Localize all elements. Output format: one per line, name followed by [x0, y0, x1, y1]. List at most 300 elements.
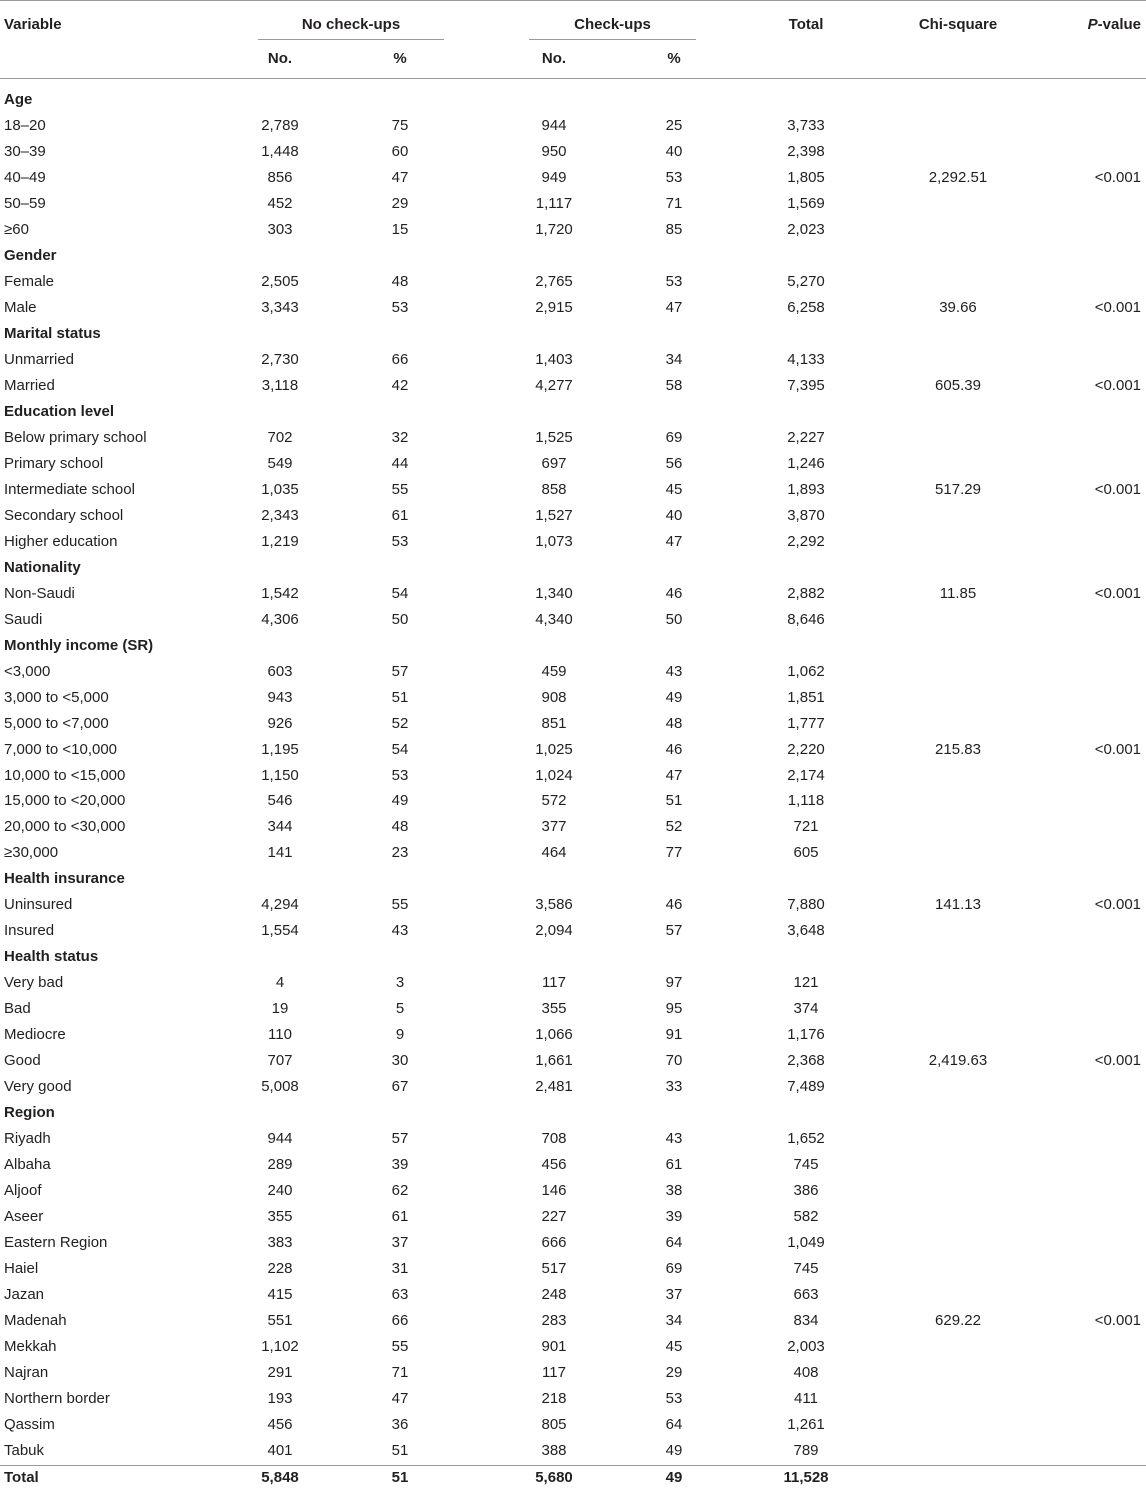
- cell-t: 2,398: [787, 142, 825, 160]
- cell-v: Insured: [4, 922, 55, 940]
- cell-p2: 40: [665, 142, 683, 160]
- cell-p2: 69: [665, 428, 683, 446]
- cell-n2: 1,720: [535, 220, 573, 238]
- category-row: [0, 244, 1146, 268]
- cell-n2: 146: [541, 1182, 567, 1200]
- table-row: [0, 166, 1146, 190]
- cell-n2: 377: [541, 818, 567, 836]
- table-row: [0, 1075, 1146, 1099]
- cell-n2: 950: [541, 142, 567, 160]
- cell-p1: 63: [391, 1286, 409, 1304]
- cell-v: ≥30,000: [4, 844, 59, 862]
- cell-t: 2,368: [787, 1052, 825, 1070]
- cell-p2: 46: [665, 584, 683, 602]
- cell-p1: 61: [391, 506, 409, 524]
- cell-n1: 2,789: [261, 116, 299, 134]
- table-header: [0, 0, 1146, 79]
- cell-p2: 37: [665, 1286, 683, 1304]
- cell-t: 2,174: [787, 766, 825, 784]
- cell-t: 2,023: [787, 220, 825, 238]
- cell-p1: 5: [395, 1000, 405, 1018]
- cell-n1: 2,730: [261, 350, 299, 368]
- cell-n1: 856: [267, 168, 293, 186]
- table-row: [0, 114, 1146, 138]
- cell-p2: 45: [665, 480, 683, 498]
- table-row: [0, 1361, 1146, 1385]
- cell-p2: 77: [665, 844, 683, 862]
- header-checkups: Check-ups: [574, 16, 651, 33]
- cell-t: 7,880: [787, 896, 825, 914]
- table-row: [0, 841, 1146, 865]
- cell-n1: 603: [267, 662, 293, 680]
- cell-pv: <0.001: [1094, 896, 1141, 914]
- cell-p2: 49: [665, 688, 683, 706]
- cell-n2: 2,094: [535, 922, 573, 940]
- cell-p1: 47: [391, 168, 409, 186]
- cell-n2: 901: [541, 1338, 567, 1356]
- cell-n1: 707: [267, 1052, 293, 1070]
- cell-v: Female: [4, 272, 55, 290]
- cell-n2: 1,025: [535, 740, 573, 758]
- cell-v: Albaha: [4, 1156, 51, 1174]
- category-row: [0, 88, 1146, 112]
- cell-chi: 517.29: [935, 480, 981, 498]
- cell-t: 2,003: [787, 1338, 825, 1356]
- cell-p2: 33: [665, 1078, 683, 1096]
- cell-n1: 452: [267, 194, 293, 212]
- cell-pv: <0.001: [1094, 298, 1141, 316]
- cell-t: 4,133: [787, 350, 825, 368]
- cell-t: 6,258: [787, 298, 825, 316]
- cell-p2: 91: [665, 1026, 683, 1044]
- cell-n1: 5,008: [261, 1078, 299, 1096]
- cell-n2: 1,066: [535, 1026, 573, 1044]
- header-no-checkups: No check-ups: [301, 16, 401, 33]
- table-row: [0, 140, 1146, 164]
- cell-n2: 2,481: [535, 1078, 573, 1096]
- cell-v: 20,000 to <30,000: [4, 818, 126, 836]
- cell-n1: 1,195: [261, 740, 299, 758]
- cell-v: Gender: [4, 246, 57, 264]
- cell-n1: 401: [267, 1442, 293, 1460]
- cell-p1: 15: [391, 220, 409, 238]
- cell-t: 1,049: [787, 1234, 825, 1252]
- cell-t: 2,227: [787, 428, 825, 446]
- cell-v: Region: [4, 1104, 55, 1122]
- cell-chi: 141.13: [935, 896, 981, 914]
- cell-pv: <0.001: [1094, 480, 1141, 498]
- cell-p2: 53: [665, 168, 683, 186]
- cell-n1: 3,118: [261, 376, 299, 394]
- cell-p1: 60: [391, 142, 409, 160]
- header-p-value-italic: P: [1087, 16, 1098, 33]
- cell-v: Good: [4, 1052, 41, 1070]
- table-row: [0, 686, 1146, 710]
- cell-v: 15,000 to <20,000: [4, 792, 126, 810]
- cell-p1: 54: [391, 740, 409, 758]
- cell-p1: 53: [391, 298, 409, 316]
- cell-p1: 39: [391, 1156, 409, 1174]
- cell-n2: 1,403: [535, 350, 573, 368]
- cell-chi: 2,419.63: [928, 1052, 988, 1070]
- cell-t: 721: [793, 818, 819, 836]
- table-row: [0, 270, 1146, 294]
- cell-v: Saudi: [4, 610, 43, 628]
- cell-v: 18–20: [4, 116, 46, 134]
- cell-n2: 218: [541, 1390, 567, 1408]
- cell-t: 5,270: [787, 272, 825, 290]
- cell-p1: 66: [391, 1312, 409, 1330]
- cell-v: Uninsured: [4, 896, 73, 914]
- cell-t: 1,805: [787, 168, 825, 186]
- cell-n1: 549: [267, 454, 293, 472]
- cell-n2: 1,525: [535, 428, 573, 446]
- cell-v: 40–49: [4, 168, 46, 186]
- cell-n1: 456: [267, 1416, 293, 1434]
- total-row: [0, 1465, 1146, 1489]
- cell-p1: 52: [391, 714, 409, 732]
- cell-p2: 45: [665, 1338, 683, 1356]
- cell-p1: 55: [391, 1338, 409, 1356]
- cell-v: Married: [4, 376, 55, 394]
- cell-p1: 61: [391, 1208, 409, 1226]
- cell-v: Age: [4, 91, 33, 108]
- cell-v: Haiel: [4, 1260, 39, 1278]
- cell-n1: 5,848: [261, 1469, 299, 1486]
- cell-t: 1,176: [787, 1026, 825, 1044]
- cell-n1: 228: [267, 1260, 293, 1278]
- table-row: [0, 348, 1146, 372]
- cell-n2: 248: [541, 1286, 567, 1304]
- cell-v: ≥60: [4, 220, 29, 238]
- cell-n2: 944: [541, 116, 567, 134]
- cell-v: Tabuk: [4, 1442, 45, 1460]
- cell-p2: 52: [665, 818, 683, 836]
- cell-v: Monthly income (SR): [4, 636, 154, 654]
- cell-p2: 53: [665, 1390, 683, 1408]
- cell-t: 834: [793, 1312, 819, 1330]
- table-row: [0, 1309, 1146, 1333]
- cell-p1: 57: [391, 662, 409, 680]
- cell-t: 2,292: [787, 532, 825, 550]
- cell-t: 7,395: [787, 376, 825, 394]
- cell-n1: 546: [267, 792, 293, 810]
- table-row: [0, 1023, 1146, 1047]
- cell-n2: 697: [541, 454, 567, 472]
- header-no-1: No.: [267, 50, 293, 67]
- table-row: [0, 815, 1146, 839]
- cell-p1: 66: [391, 350, 409, 368]
- table-row: [0, 1205, 1146, 1229]
- table-row: [0, 192, 1146, 216]
- table-row: [0, 1231, 1146, 1255]
- cell-v: Marital status: [4, 324, 101, 342]
- cell-p2: 47: [665, 532, 683, 550]
- table-row: [0, 296, 1146, 320]
- cell-v: Eastern Region: [4, 1234, 108, 1252]
- cell-p2: 38: [665, 1182, 683, 1200]
- cell-t: 1,652: [787, 1130, 825, 1148]
- cell-t: 582: [793, 1208, 819, 1226]
- cell-v: Non-Saudi: [4, 584, 75, 602]
- cell-n1: 4: [275, 974, 285, 992]
- cell-p2: 29: [665, 1364, 683, 1382]
- header-total: Total: [788, 16, 824, 33]
- cell-n2: 456: [541, 1156, 567, 1174]
- cell-p1: 51: [391, 1469, 409, 1486]
- cell-p2: 49: [665, 1442, 683, 1460]
- cell-n2: 1,340: [535, 584, 573, 602]
- cell-p2: 43: [665, 1130, 683, 1148]
- cell-n1: 702: [267, 428, 293, 446]
- cell-n1: 19: [271, 1000, 289, 1018]
- cell-v: 30–39: [4, 142, 46, 160]
- cell-n1: 110: [268, 1026, 292, 1044]
- cell-v: 50–59: [4, 194, 46, 212]
- table-row: [0, 1127, 1146, 1151]
- cell-n1: 4,294: [261, 896, 299, 914]
- cell-t: 1,569: [787, 194, 825, 212]
- cell-n2: 1,117: [535, 194, 573, 212]
- cell-t: 3,870: [787, 506, 825, 524]
- cell-v: Mekkah: [4, 1338, 57, 1356]
- table-row: [0, 712, 1146, 736]
- cell-n1: 1,150: [261, 766, 299, 784]
- table-row: [0, 530, 1146, 554]
- cell-n1: 303: [267, 220, 293, 238]
- cell-n2: 117: [542, 974, 566, 992]
- cell-v: Madenah: [4, 1312, 67, 1330]
- category-row: [0, 322, 1146, 346]
- cell-p1: 3: [395, 974, 405, 992]
- header-p-value-rest: -value: [1097, 16, 1141, 33]
- cell-t: 2,882: [787, 584, 825, 602]
- cell-n2: 388: [541, 1442, 567, 1460]
- table-row: [0, 738, 1146, 762]
- cell-p2: 95: [665, 1000, 683, 1018]
- table-row: [0, 764, 1146, 788]
- table-row: [0, 1049, 1146, 1073]
- cell-v: Health status: [4, 948, 99, 966]
- cell-v: Secondary school: [4, 506, 124, 524]
- cell-n1: 1,542: [261, 584, 299, 602]
- cell-chi: 215.83: [935, 740, 981, 758]
- cell-t: 374: [793, 1000, 819, 1018]
- cell-n1: 3,343: [261, 298, 299, 316]
- cell-t: 1,851: [787, 688, 825, 706]
- cell-n2: 3,586: [535, 896, 573, 914]
- header-percent-1: %: [393, 50, 407, 67]
- cell-t: 1,246: [787, 454, 825, 472]
- cell-n1: 944: [267, 1130, 293, 1148]
- cell-p2: 46: [665, 740, 683, 758]
- cell-n2: 666: [541, 1234, 567, 1252]
- header-percent-2: %: [667, 50, 681, 67]
- header-chi-square: Chi-square: [918, 16, 998, 33]
- cell-v: <3,000: [4, 662, 51, 680]
- cell-p2: 85: [665, 220, 683, 238]
- cell-n2: 805: [541, 1416, 567, 1434]
- table-row: [0, 660, 1146, 684]
- table-row: [0, 997, 1146, 1021]
- table-row: [0, 608, 1146, 632]
- cell-t: 1,062: [787, 662, 825, 680]
- cell-v: Aseer: [4, 1208, 44, 1226]
- cell-v: Mediocre: [4, 1026, 66, 1044]
- cell-v: Qassim: [4, 1416, 55, 1434]
- table-row: [0, 478, 1146, 502]
- cell-n2: 1,073: [535, 532, 573, 550]
- cell-t: 663: [793, 1286, 819, 1304]
- cell-n1: 2,343: [261, 506, 299, 524]
- cell-p1: 30: [391, 1052, 409, 1070]
- cell-t: 11,528: [783, 1469, 829, 1486]
- cell-t: 3,733: [787, 116, 825, 134]
- cell-p1: 55: [391, 480, 409, 498]
- cell-n2: 5,680: [535, 1469, 573, 1486]
- cell-t: 2,220: [787, 740, 825, 758]
- cell-v: Very bad: [4, 974, 64, 992]
- cell-p2: 97: [665, 974, 683, 992]
- cell-t: 121: [793, 974, 819, 992]
- cell-p1: 49: [391, 792, 409, 810]
- cell-n2: 459: [541, 662, 567, 680]
- cell-p2: 61: [665, 1156, 683, 1174]
- cell-n1: 141: [267, 844, 293, 862]
- table-row: [0, 504, 1146, 528]
- cell-t: 3,648: [787, 922, 825, 940]
- table-row: [0, 1413, 1146, 1437]
- cell-p2: 47: [665, 766, 683, 784]
- cell-t: 408: [793, 1364, 819, 1382]
- cell-n1: 4,306: [261, 610, 299, 628]
- cell-p2: 40: [665, 506, 683, 524]
- cell-p1: 75: [391, 116, 409, 134]
- cell-pv: <0.001: [1094, 376, 1141, 394]
- cell-n2: 708: [541, 1130, 567, 1148]
- cell-pv: <0.001: [1094, 740, 1141, 758]
- cell-n1: 355: [267, 1208, 293, 1226]
- cell-p1: 48: [391, 272, 409, 290]
- category-row: [0, 867, 1146, 891]
- cell-p1: 47: [391, 1390, 409, 1408]
- cell-n2: 2,765: [535, 272, 573, 290]
- cell-n2: 851: [541, 714, 567, 732]
- table-row: [0, 218, 1146, 242]
- cell-t: 745: [793, 1260, 819, 1278]
- cell-n2: 283: [541, 1312, 567, 1330]
- cell-n1: 344: [267, 818, 293, 836]
- cell-n2: 572: [541, 792, 567, 810]
- cell-t: 386: [793, 1182, 819, 1200]
- cell-p1: 31: [391, 1260, 409, 1278]
- cell-chi: 11.85: [939, 584, 977, 602]
- table-row: [0, 919, 1146, 943]
- cell-t: 7,489: [787, 1078, 825, 1096]
- cell-n2: 517: [541, 1260, 567, 1278]
- cell-v: Bad: [4, 1000, 31, 1018]
- cell-v: 7,000 to <10,000: [4, 740, 118, 758]
- cell-v: Aljoof: [4, 1182, 42, 1200]
- cell-p2: 64: [665, 1234, 683, 1252]
- cell-n1: 1,554: [261, 922, 299, 940]
- header-variable: Variable: [4, 16, 62, 33]
- cell-p2: 47: [665, 298, 683, 316]
- category-row: [0, 556, 1146, 580]
- cell-v: 3,000 to <5,000: [4, 688, 109, 706]
- cell-p2: 64: [665, 1416, 683, 1434]
- cell-v: Total: [4, 1469, 39, 1486]
- cell-n1: 240: [267, 1182, 293, 1200]
- cell-p1: 50: [391, 610, 409, 628]
- cell-n1: 1,102: [261, 1338, 299, 1356]
- cell-n2: 117: [542, 1364, 566, 1382]
- cell-p1: 43: [391, 922, 409, 940]
- cell-n1: 289: [267, 1156, 293, 1174]
- cell-p1: 53: [391, 766, 409, 784]
- cell-p1: 67: [391, 1078, 409, 1096]
- cell-t: 745: [793, 1156, 819, 1174]
- cell-v: Very good: [4, 1078, 72, 1096]
- cell-n2: 2,915: [535, 298, 573, 316]
- cell-t: 789: [793, 1442, 819, 1460]
- cell-n1: 2,505: [261, 272, 299, 290]
- cell-n1: 383: [267, 1234, 293, 1252]
- cell-v: Najran: [4, 1364, 49, 1382]
- table-row: [0, 1179, 1146, 1203]
- cell-t: 605: [793, 844, 819, 862]
- cell-p1: 36: [391, 1416, 409, 1434]
- table-row: [0, 971, 1146, 995]
- cell-p2: 58: [665, 376, 683, 394]
- cell-n1: 193: [267, 1390, 293, 1408]
- cell-n2: 1,024: [535, 766, 573, 784]
- cell-t: 8,646: [787, 610, 825, 628]
- cell-v: Male: [4, 298, 37, 316]
- cell-n2: 464: [541, 844, 567, 862]
- cell-n2: 4,277: [535, 376, 573, 394]
- cell-p2: 49: [665, 1469, 683, 1486]
- cell-v: Intermediate school: [4, 480, 135, 498]
- cell-pv: <0.001: [1094, 584, 1141, 602]
- cell-n2: 908: [541, 688, 567, 706]
- table-row: [0, 582, 1146, 606]
- cell-v: Jazan: [4, 1286, 45, 1304]
- cell-p2: 69: [665, 1260, 683, 1278]
- category-row: [0, 945, 1146, 969]
- cell-p2: 57: [665, 922, 683, 940]
- cell-chi: 2,292.51: [928, 168, 988, 186]
- cell-chi: 605.39: [935, 376, 981, 394]
- table-row: [0, 1257, 1146, 1281]
- cell-p2: 34: [665, 1312, 683, 1330]
- cell-p2: 50: [665, 610, 683, 628]
- cell-n2: 227: [541, 1208, 567, 1226]
- cell-n2: 4,340: [535, 610, 573, 628]
- cell-t: 1,777: [787, 714, 825, 732]
- cell-t: 411: [794, 1390, 818, 1408]
- cell-n1: 415: [267, 1286, 293, 1304]
- table-row: [0, 1153, 1146, 1177]
- cell-v: 5,000 to <7,000: [4, 714, 109, 732]
- table-row: [0, 1335, 1146, 1359]
- cell-n2: 949: [541, 168, 567, 186]
- cell-p2: 43: [665, 662, 683, 680]
- header-underline-checkups: [529, 39, 696, 40]
- cell-p2: 71: [665, 194, 683, 212]
- cell-p1: 42: [391, 376, 409, 394]
- table-row: [0, 1283, 1146, 1307]
